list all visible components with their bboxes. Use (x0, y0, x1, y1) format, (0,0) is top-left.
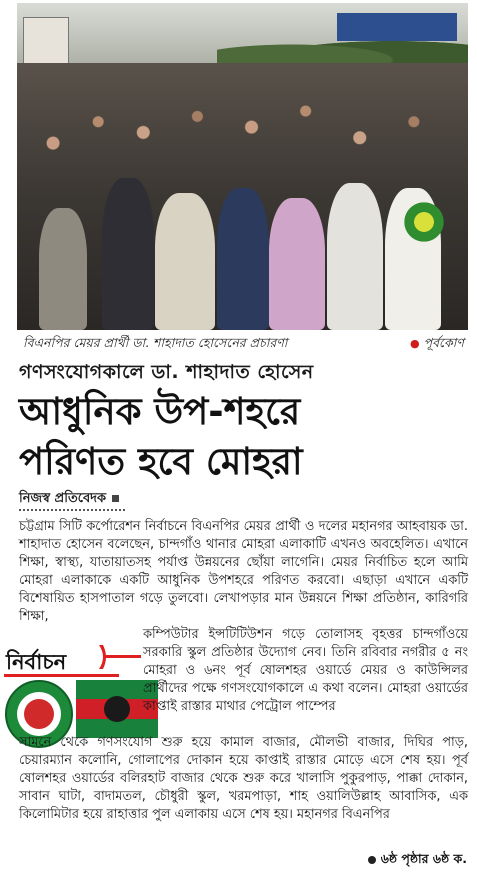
photo-person (327, 183, 383, 330)
caption-dot-icon: ● (410, 337, 420, 350)
byline-text: নিজস্ব প্রতিবেদক (19, 491, 107, 506)
caption-source-label: পূর্বকোণ (423, 335, 464, 350)
microphone-icon (97, 637, 141, 677)
article-paragraph-2: কম্পিউটার ইন্সটিটিউশন গড়ে তোলাসহ বৃহত্তর চান্দগাঁওয়ে সরকারি স্কুল প্রতিষ্ঠার উদ্যোগ নেব। তিনি রবিবার নগরীর ৫ নং মোহরা ও ৬নং পূর্ব ষোলশহর ওয়ার্ডে মেয়র ও কাউন্সিলর প্রার্থীদের পক্ষে গণসংযোগকালে এ কথা বলেন। মোহরা ওয়ার্ডের কাপ্তাই রাস্তার মাথার পেট্রোল পাম্পের (143, 627, 468, 714)
photo-flower-bouquet (401, 199, 447, 245)
logo-core (24, 699, 54, 729)
article-kicker: গণসংযোগকালে ডা. শাহাদাত হোসেন (19, 361, 314, 383)
photo-person (155, 193, 215, 330)
bullet-icon (368, 856, 376, 864)
continued-text: ৬ষ্ঠ পৃষ্ঠার ৬ষ্ঠ ক. (380, 851, 467, 866)
photo-person (217, 188, 269, 330)
photo-person (269, 198, 325, 330)
headline-line-2: পরিণত হবে মোহরা (19, 440, 303, 483)
headline-line-1: আধুনিক উপ-শহরে (19, 390, 301, 433)
photo-caption (19, 334, 466, 352)
byline-square-icon (112, 495, 119, 502)
article-paragraph-3: সামনে থেকে গণসংযোগ শুরু হয়ে কামাল বাজার, মৌলভী বাজার, দিঘির পাড়, চেয়ারম্যান কলোনি, গোলাপের দোকান হয়ে কাপ্তাই রাস্তার মোড়ে এসে শেষ হয়। পূর্ব ষোলশহর ওয়ার্ডের বলিরহাট বাজার থেকে শুরু করে খালাসি পুকুরপাড়, পাক্কা দোকান, সাবান ঘাটা, বাদামতল, চৌধুরী স্কুল, খরমপাড়া, শাহ ওয়ালিউল্লাহ আবাসিক, এক কিলোমিটার হয়ে রাহাত্তার পুল এলাকায় এসে শেষ হয়। মহানগর বিএনপির (19, 735, 468, 822)
election-underline (4, 674, 119, 677)
article-paragraph-1: চট্টগ্রাম সিটি কর্পোরেশন নির্বাচনে বিএনপির মেয়র প্রার্থী ও দলের মহানগর আহবায়ক ডা. শাহাদাত হোসেন বলেছেন, চান্দগাঁও থানার মোহরা এলাকাটি এখনও অবহেলিত। এখানে শিক্ষা, স্বাস্থ্য, যাতায়াতসহ পর্যাপ্ত উন্নয়নের ছোঁয়া লাগেনি। মেয়র নির্বাচিত হলে আমি মোহরা এলাকাকে একটি আধুনিক উপশহরে পরিণত করবো। এছাড়া এখানে একটি বিশেষায়িত হাসপাতাল গড়ে তুলবো। লেখাপড়ার মান উন্নয়নে শিক্ষা প্রতিষ্ঠান, কারিগরি শিক্ষা, (19, 519, 468, 624)
rally-photo (17, 3, 468, 330)
photo-billboard (337, 13, 457, 41)
photo-person (102, 178, 154, 330)
byline (19, 489, 119, 510)
byline-divider (19, 509, 125, 511)
caption-text: বিএনপির মেয়র প্রার্থী ডা. শাহাদাত হোসেনের প্রচারণা (23, 335, 288, 350)
photo-person (39, 208, 87, 330)
continued-note[interactable] (368, 851, 467, 871)
gear-icon (104, 696, 130, 722)
election-label: নির্বাচন (6, 650, 67, 674)
caption-source (410, 335, 464, 355)
